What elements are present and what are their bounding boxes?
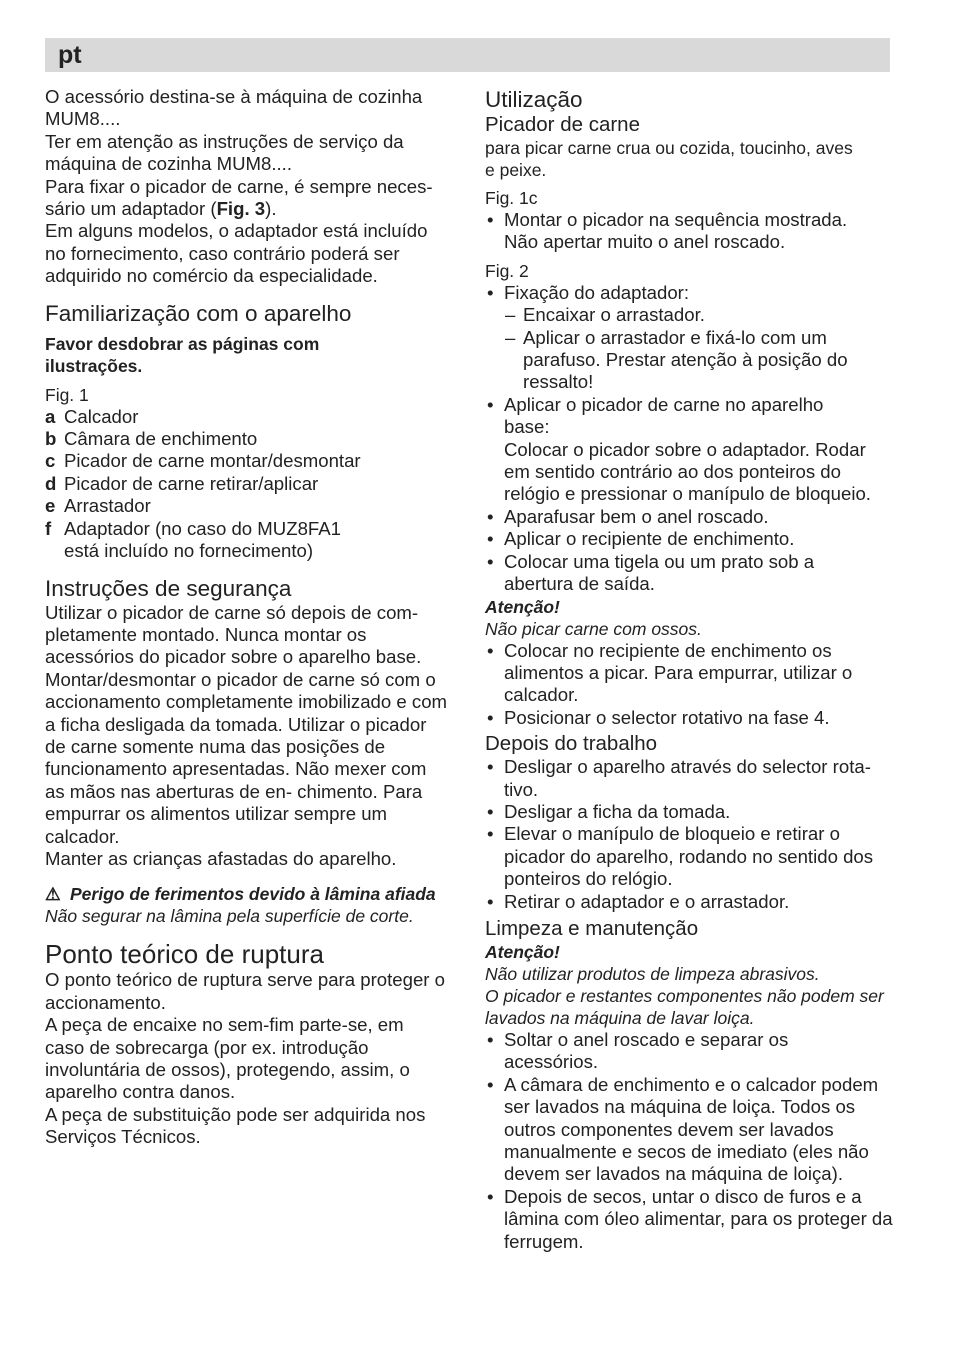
assembly-list bbox=[485, 209, 895, 254]
parts-text: Calcador bbox=[64, 405, 139, 427]
list-item: • Posicionar o selector rotativo na fase 4. bbox=[485, 707, 895, 729]
rupture-heading: Ponto teórico de ruptura bbox=[45, 939, 324, 970]
familiar-heading: Familiarização com o aparelho bbox=[45, 300, 352, 326]
fig2-label: Fig. 2 bbox=[485, 260, 529, 281]
list-item: • Colocar uma tigela ou um prato sob a abertura de saída. bbox=[485, 551, 834, 596]
familiar-subtitle: Favor desdobrar as páginas com ilustrações. bbox=[45, 333, 320, 376]
list-item: • A câmara de enchimento e o calcador podem ser lavados na máquina de loiça. Todos os outros componentes devem ser lavados manualmente e secos de imediato (eles não devem ser lavados na máquina de loiça). bbox=[485, 1074, 909, 1186]
fixing-list bbox=[485, 282, 895, 596]
operation-list bbox=[485, 640, 895, 730]
fixing-label: Fixação do adaptador: bbox=[504, 281, 690, 303]
list-item: • Elevar o manípulo de bloqueio e retirar o picador do aparelho, rodando no sentido dos ponteiros do relógio. bbox=[485, 823, 899, 890]
cleaning-attention-1: Não utilizar produtos de limpeza abrasivos. bbox=[485, 963, 820, 984]
list-item bbox=[485, 394, 895, 506]
intro-p3 bbox=[45, 176, 455, 221]
list-item: • Desligar o aparelho através do selector rota- tivo. bbox=[485, 756, 899, 801]
parts-key: d bbox=[45, 472, 57, 494]
list-item: • Depois de secos, untar o disco de furos e a lâmina com óleo alimentar, para os proteger da ferrugem. bbox=[485, 1186, 909, 1253]
fixing-sublist bbox=[485, 304, 895, 394]
list-item: • Montar o picador na sequência mostrada. Não apertar muito o anel roscado. bbox=[485, 209, 874, 254]
parts-text: Arrastador bbox=[64, 495, 151, 517]
list-item: • Aplicar o recipiente de enchimento. bbox=[485, 528, 895, 550]
language-header-bar bbox=[45, 38, 890, 72]
rupture-p2: A peça de encaixe no sem-fim parte-se, em caso de sobrecarga (por ex. introdução involuntária de ossos), protegendo, assim, o aparelho contra danos. bbox=[45, 1014, 410, 1103]
parts-key: b bbox=[45, 428, 57, 450]
list-item bbox=[485, 282, 895, 394]
cleaning-attention-2: O picador e restantes componentes não podem ser lavados na máquina de lavar loiça. bbox=[485, 985, 884, 1028]
right-column bbox=[485, 86, 895, 1253]
picador-heading: Picador de carne bbox=[485, 113, 640, 136]
parts-key: a bbox=[45, 405, 56, 427]
safety-heading: Instruções de segurança bbox=[45, 575, 292, 601]
parts-list bbox=[45, 406, 457, 563]
parts-item bbox=[45, 473, 457, 495]
sublist-item: – Aplicar o arrastador e fixá-lo com um parafuso. Prestar atenção à posição do ressalto! bbox=[485, 327, 858, 394]
parts-item bbox=[45, 450, 457, 472]
fig3-ref: Fig. 3 bbox=[216, 198, 266, 220]
cleaning-list bbox=[485, 1029, 895, 1253]
parts-text: Picador de carne montar/desmontar bbox=[64, 450, 361, 472]
intro-p1: O acessório destina-se à máquina de cozinha MUM8.... bbox=[45, 86, 423, 130]
picador-desc: para picar carne crua ou cozida, toucinho, aves e peixe. bbox=[485, 138, 853, 180]
rupture-p3: A peça de substituição pode ser adquirida nos Serviços Técnicos. bbox=[45, 1103, 426, 1148]
language-code: pt bbox=[58, 41, 82, 69]
cleaning-attention-label: Atenção! bbox=[485, 941, 560, 962]
usage-heading: Utilização bbox=[485, 87, 583, 112]
attention-label: Atenção! bbox=[485, 596, 560, 617]
list-item: • Aparafusar bem o anel roscado. bbox=[485, 506, 895, 528]
safety-body-2: Manter as crianças afastadas do aparelho. bbox=[45, 847, 397, 869]
parts-text: Picador de carne retirar/aplicar bbox=[64, 472, 319, 494]
warning-title-text: Perigo de ferimentos devido à lâmina afiada bbox=[70, 884, 436, 905]
list-item: • Desligar a ficha da tomada. bbox=[485, 801, 895, 823]
sublist-item: – Encaixar o arrastador. bbox=[485, 304, 895, 326]
warning-title bbox=[45, 883, 440, 905]
rupture-p1: O ponto teórico de ruptura serve para proteger o accionamento. bbox=[45, 969, 446, 1013]
fig1-label: Fig. 1 bbox=[45, 384, 89, 405]
left-column bbox=[45, 86, 457, 1149]
warning-icon: ⚠ bbox=[45, 884, 61, 905]
parts-text: Câmara de enchimento bbox=[64, 428, 258, 450]
intro-p4: Em alguns modelos, o adaptador está incluído no fornecimento, caso contrário poderá ser adquirido no comércio da especialidade. bbox=[45, 220, 428, 287]
parts-item bbox=[45, 406, 457, 428]
list-item: • Colocar no recipiente de enchimento os alimentos a picar. Para empurrar, utilizar o calcador. bbox=[485, 640, 869, 707]
safety-body: Utilizar o picador de carne só depois de com- pletamente montado. Nunca montar os acessórios do picador sobre o aparelho base. Montar/desmontar o picador de carne só com o accionamento completamente imobilizado e com a ficha desligada da tomada. Utilizar o picador de carne somente numa das posições de funcionamento apresentadas. Não mexer com as mãos nas aberturas de en- chimento. Para empurrar os alimentos utilizar sempre um calcador. bbox=[45, 601, 448, 847]
parts-key: c bbox=[45, 450, 56, 472]
fig1c-label: Fig. 1c bbox=[485, 188, 538, 208]
warning-text: Não segurar na lâmina pela superfície de corte. bbox=[45, 906, 414, 927]
parts-item bbox=[45, 428, 457, 450]
parts-text: Adaptador (no caso do MUZ8FA1 está incluído no fornecimento) bbox=[64, 517, 341, 562]
list-item: • Retirar o adaptador e o arrastador. bbox=[485, 891, 895, 913]
intro-p2: Ter em atenção as instruções de serviço da máquina de cozinha MUM8.... bbox=[45, 130, 404, 175]
after-heading: Depois do trabalho bbox=[485, 732, 658, 756]
intro-p3-text: Para fixar o picador de carne, é sempre neces- sário um adaptador ( bbox=[45, 175, 433, 220]
apply-title: • Aplicar o picador de carne no aparelho base: bbox=[504, 393, 824, 438]
cleaning-heading: Limpeza e manutenção bbox=[485, 916, 699, 940]
attention-text: Não picar carne com ossos. bbox=[485, 618, 702, 639]
list-item: • Soltar o anel roscado e separar os acessórios. bbox=[485, 1029, 844, 1074]
parts-item bbox=[45, 518, 457, 563]
parts-key: f bbox=[45, 517, 52, 539]
intro-p3-end: ). bbox=[265, 198, 277, 220]
apply-body: Colocar o picador sobre o adaptador. Rodar em sentido contrário ao dos ponteiros do relógio e pressionar o manípulo de bloqueio. bbox=[504, 438, 871, 505]
parts-key: e bbox=[45, 495, 56, 517]
after-list bbox=[485, 756, 895, 913]
parts-item bbox=[45, 495, 457, 517]
